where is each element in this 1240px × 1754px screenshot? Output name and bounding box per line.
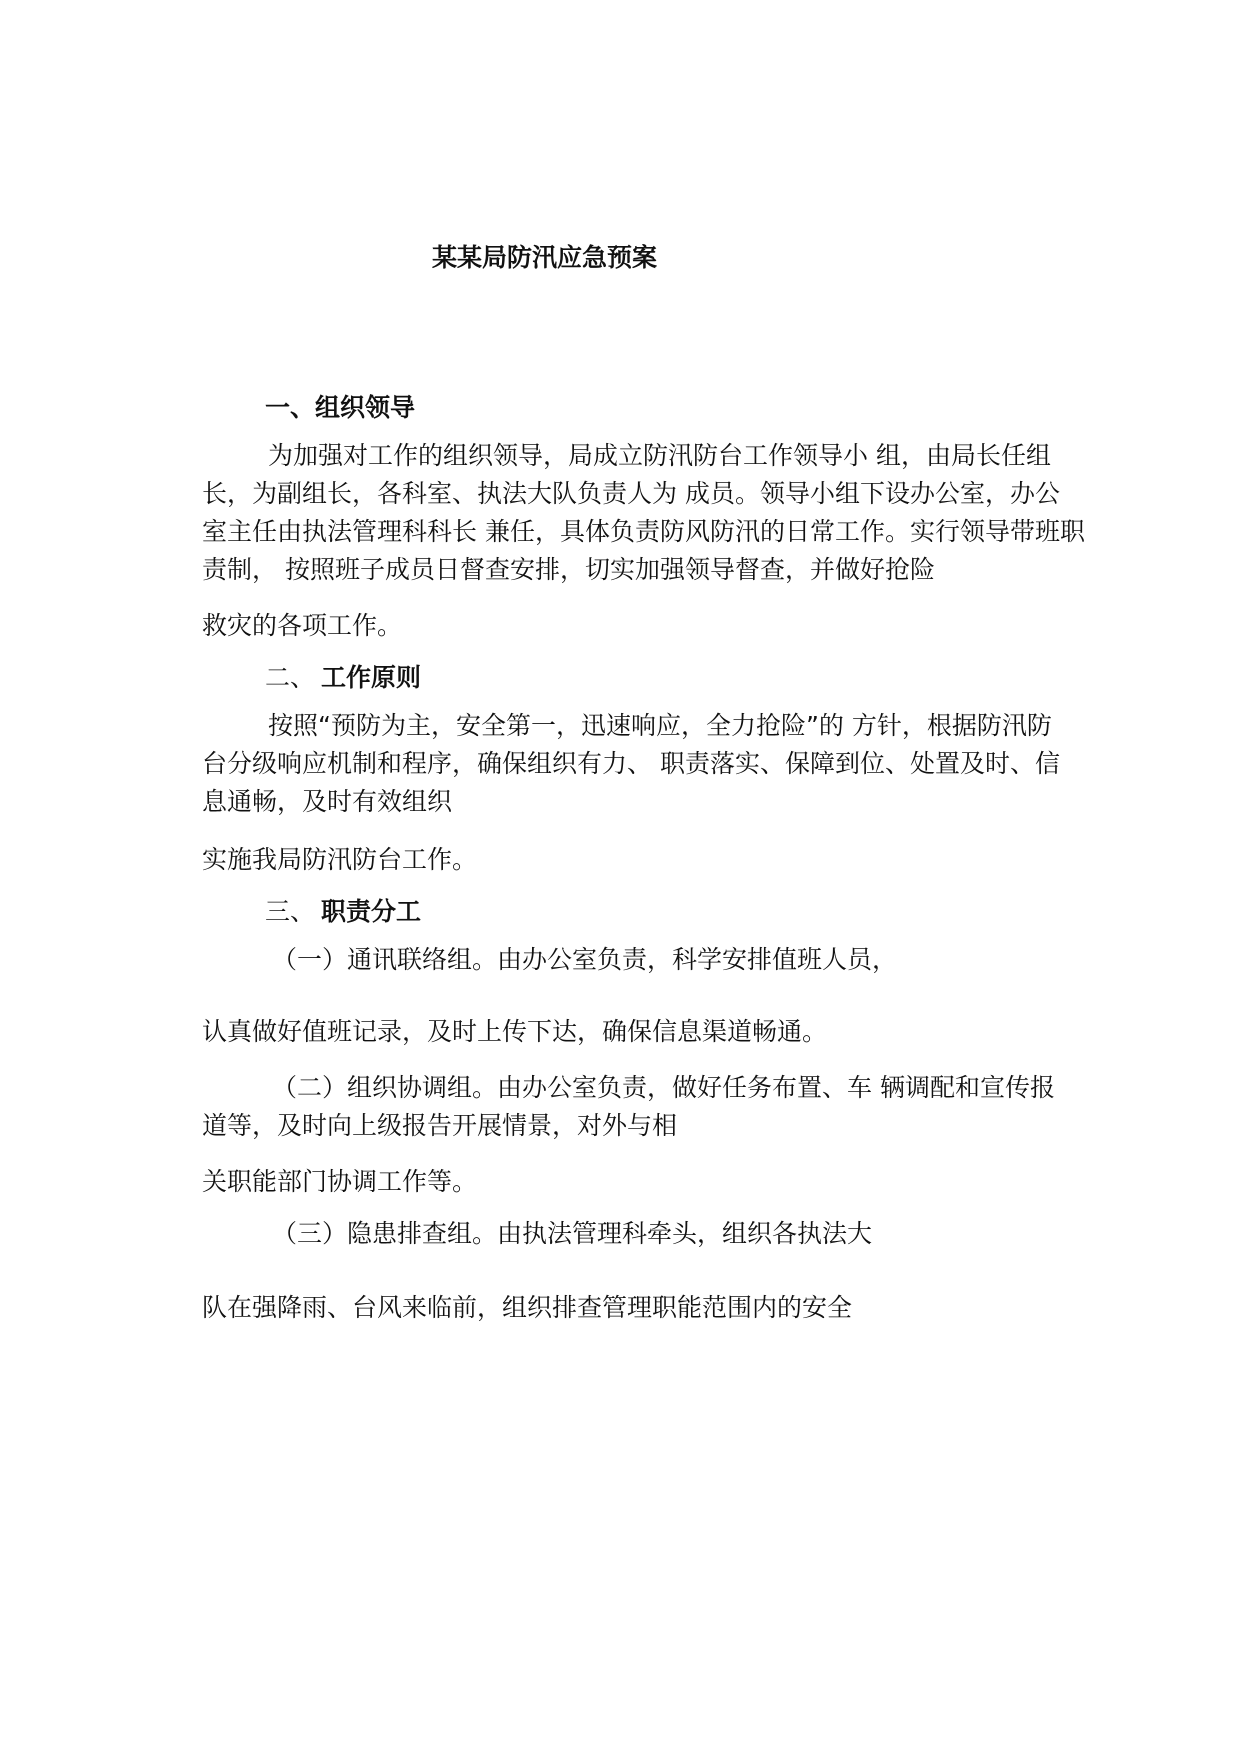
section-heading-1 (265, 390, 415, 426)
paragraph-line: 队在强降雨、台风来临前，组织排查管理职能范围内的安全 (202, 1293, 853, 1322)
paragraph-line: （三）隐患排查组。由执法管理科牵头，组织各执法大 (272, 1219, 873, 1248)
paragraph-line: （一）通讯联络组。由办公室负责，科学安排值班人员， (272, 945, 898, 974)
paragraph-line: 息通畅，及时有效组织 (202, 787, 453, 816)
paragraph-line: 道等，及时向上级报告开展情景，对外与相 (202, 1111, 678, 1140)
paragraph-line: 关职能部门协调工作等。 (202, 1167, 478, 1196)
paragraph-line: 室主任由执法管理科科长 兼任，具体负责防风防汛的日常工作。实行领导带班职 (202, 517, 1085, 546)
section-heading-3 (265, 894, 421, 930)
paragraph-line: 实施我局防汛防台工作。 (202, 845, 478, 874)
section-number-1: 一、 (265, 393, 316, 422)
paragraph-line: （二）组织协调组。由办公室负责，做好任务布置、车 辆调配和宣传报 (272, 1073, 1055, 1102)
document-title: 某某局防汛应急预案 (432, 243, 658, 272)
paragraph-line: 长，为副组长，各科室、执法大队负责人为 成员。领导小组下设办公室，办公 (202, 479, 1060, 508)
section-title-3: 职责分工 (321, 897, 422, 926)
paragraph-line: 台分级响应机制和程序，确保组织有力、 职责落实、保障到位、处置及时、信 (202, 749, 1060, 778)
paragraph-line: 认真做好值班记录，及时上传下达，确保信息渠道畅通。 (202, 1017, 828, 1046)
paragraph-line: 责制， 按照班子成员日督查安排，切实加强领导督查，并做好抢险 (202, 555, 935, 584)
section-title-2: 工作原则 (321, 663, 422, 692)
paragraph-line: 为加强对工作的组织领导，局成立防汛防台工作领导小 组，由局长任组 (268, 441, 1051, 470)
section-number-3: 三、 (265, 897, 316, 926)
paragraph-line: 按照“预防为主，安全第一，迅速响应，全力抢险”的 方针，根据防汛防 (268, 711, 1052, 740)
paragraph-line: 救灾的各项工作。 (202, 611, 403, 640)
section-number-2: 二、 (265, 663, 316, 692)
section-heading-2 (265, 660, 421, 696)
section-title-1: 组织领导 (315, 393, 416, 422)
